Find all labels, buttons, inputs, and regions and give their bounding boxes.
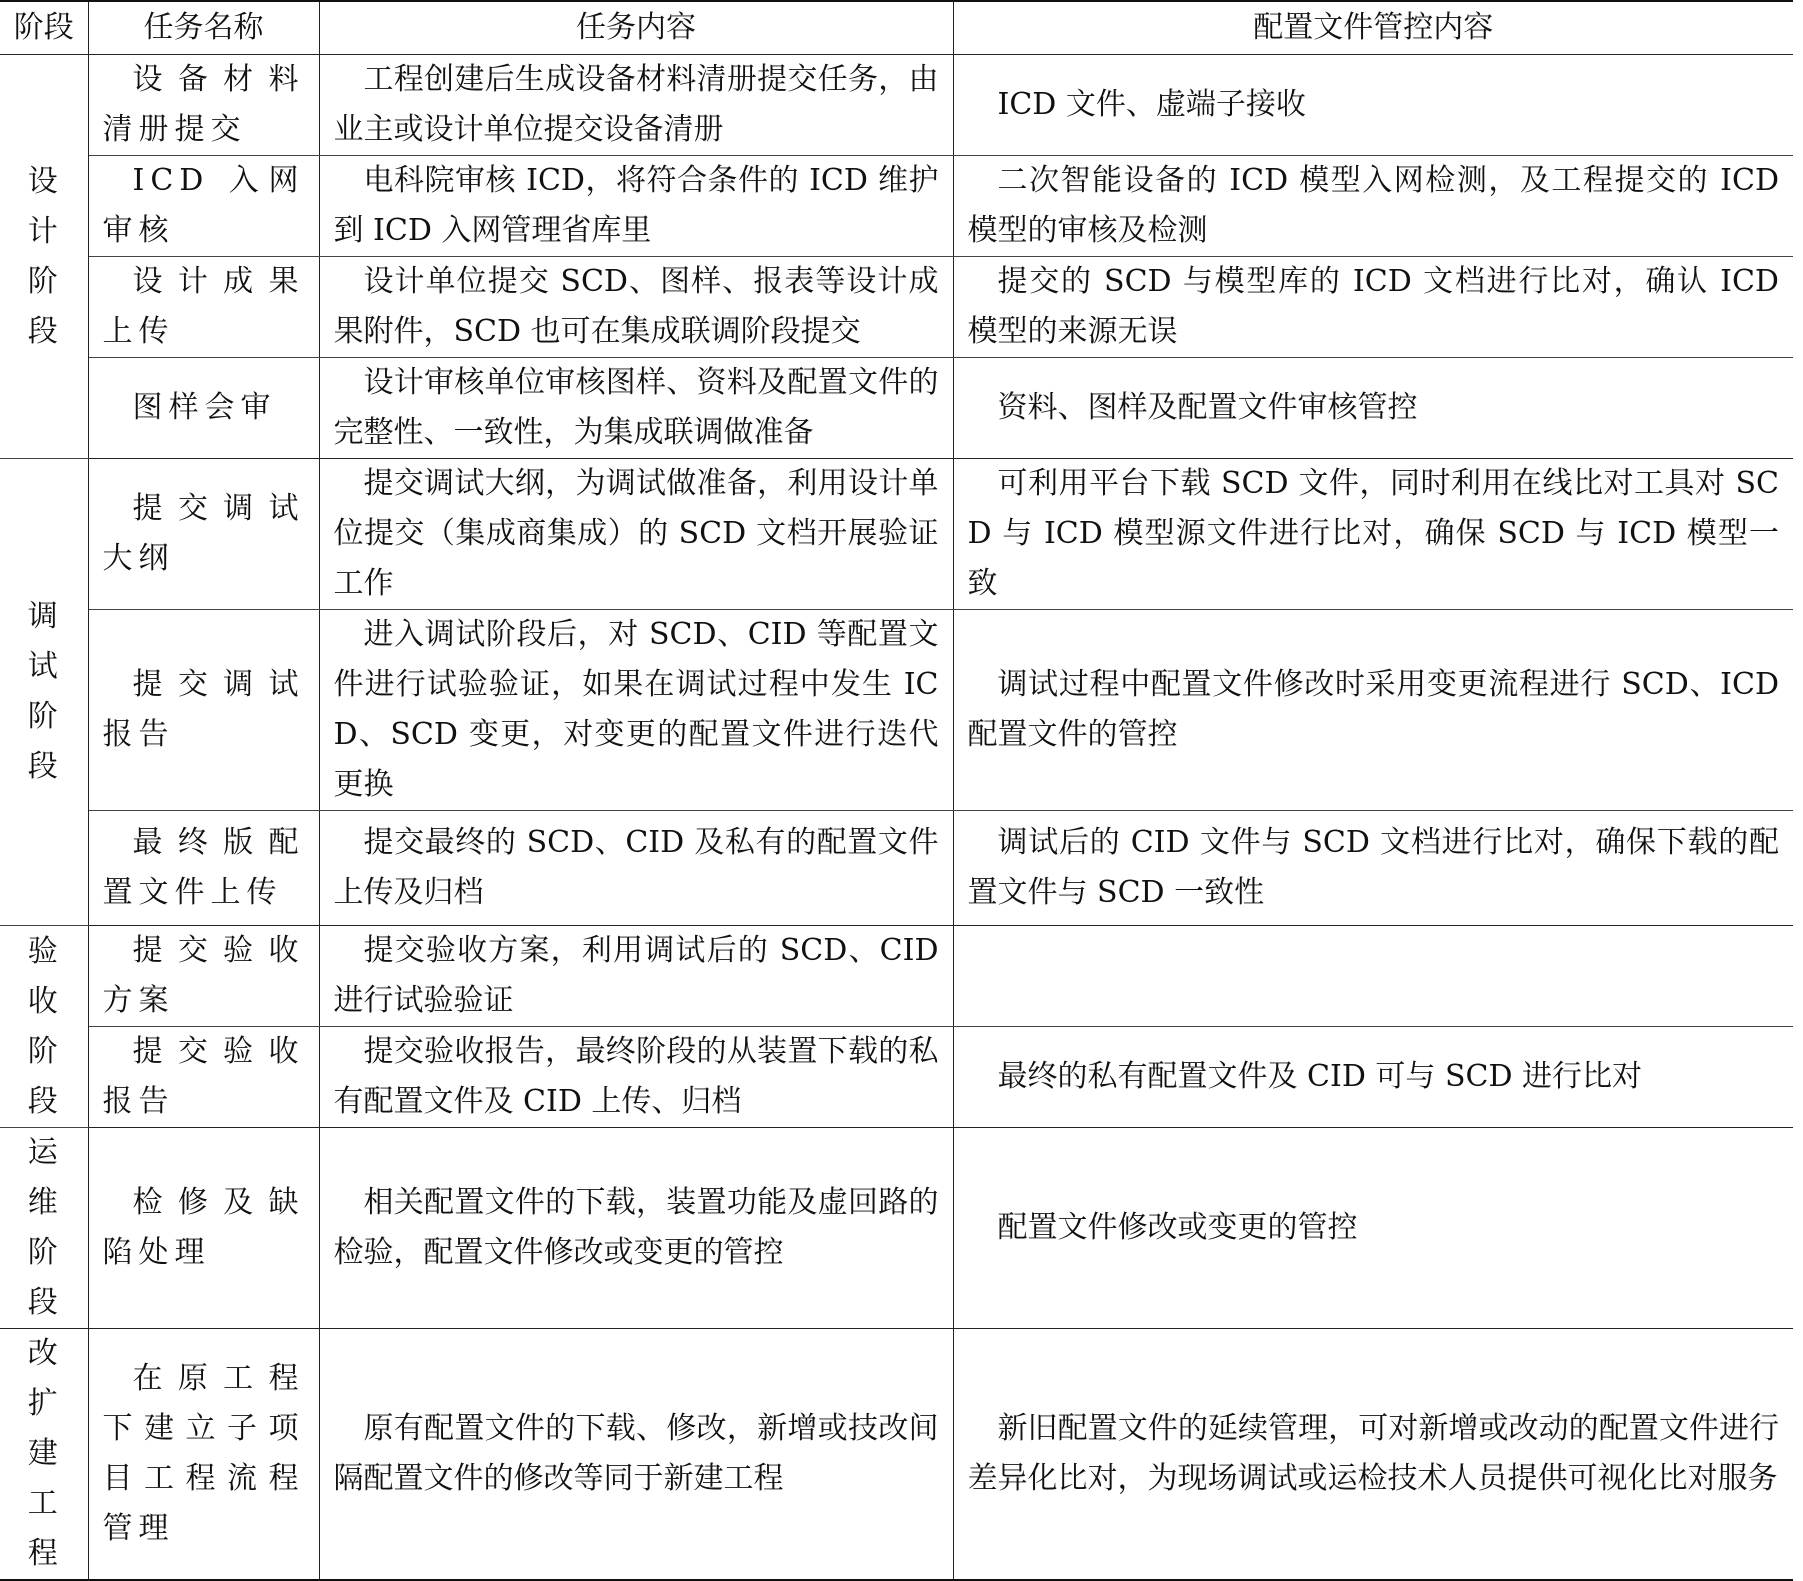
header-task-name: 任务名称 xyxy=(88,1,319,55)
table-row xyxy=(0,811,1793,926)
config-control-cell: 提交的 SCD 与模型库的 ICD 文档进行比对，确认 ICD 模型的来源无误 xyxy=(953,257,1793,358)
task-content-cell: 工程创建后生成设备材料清册提交任务，由业主或设计单位提交设备清册 xyxy=(319,55,953,156)
table-row xyxy=(0,459,1793,610)
task-content-cell: 相关配置文件的下载，装置功能及虚回路的检验，配置文件修改或变更的管控 xyxy=(319,1128,953,1329)
config-control-cell: ICD 文件、虚端子接收 xyxy=(953,55,1793,156)
task-name-cell: 提交调试报告 xyxy=(88,610,319,811)
task-name-cell: ICD 入网审核 xyxy=(88,156,319,257)
task-name-cell: 提交验收报告 xyxy=(88,1027,319,1128)
task-content-cell: 电科院审核 ICD，将符合条件的 ICD 维护到 ICD 入网管理省库里 xyxy=(319,156,953,257)
config-control-cell: 调试过程中配置文件修改时采用变更流程进行 SCD、ICD 配置文件的管控 xyxy=(953,610,1793,811)
task-content-cell: 提交最终的 SCD、CID 及私有的配置文件上传及归档 xyxy=(319,811,953,926)
config-control-cell: 可利用平台下载 SCD 文件，同时利用在线比对工具对 SCD 与 ICD 模型源文件进行比对，确保 SCD 与 ICD 模型一致 xyxy=(953,459,1793,610)
header-row xyxy=(0,1,1793,55)
stage-cell-debug: 调试阶段 xyxy=(0,459,88,926)
table-row xyxy=(0,55,1793,156)
config-control-cell xyxy=(953,926,1793,1027)
task-content-cell: 提交验收报告，最终阶段的从装置下载的私有配置文件及 CID 上传、归档 xyxy=(319,1027,953,1128)
stage-cell-design: 设计阶段 xyxy=(0,55,88,459)
task-name-cell: 最终版配置文件上传 xyxy=(88,811,319,926)
task-name-cell: 提交调试大纲 xyxy=(88,459,319,610)
config-control-cell: 调试后的 CID 文件与 SCD 文档进行比对，确保下载的配置文件与 SCD 一致性 xyxy=(953,811,1793,926)
task-content-cell: 设计单位提交 SCD、图样、报表等设计成果附件，SCD 也可在集成联调阶段提交 xyxy=(319,257,953,358)
task-content-cell: 提交验收方案，利用调试后的 SCD、CID 进行试验验证 xyxy=(319,926,953,1027)
config-control-cell: 资料、图样及配置文件审核管控 xyxy=(953,358,1793,459)
task-name-cell: 图样会审 xyxy=(88,358,319,459)
header-config-control: 配置文件管控内容 xyxy=(953,1,1793,55)
stage-cell-expansion: 改扩建工程 xyxy=(0,1329,88,1581)
task-content-cell: 提交调试大纲，为调试做准备，利用设计单位提交（集成商集成）的 SCD 文档开展验证工作 xyxy=(319,459,953,610)
table-row xyxy=(0,1027,1793,1128)
task-name-cell: 在原工程下建立子项目工程流程管理 xyxy=(88,1329,319,1581)
config-control-cell: 二次智能设备的 ICD 模型入网检测，及工程提交的 ICD 模型的审核及检测 xyxy=(953,156,1793,257)
config-control-cell: 配置文件修改或变更的管控 xyxy=(953,1128,1793,1329)
task-content-cell: 设计审核单位审核图样、资料及配置文件的完整性、一致性，为集成联调做准备 xyxy=(319,358,953,459)
stage-cell-acceptance: 验收阶段 xyxy=(0,926,88,1128)
task-content-cell: 原有配置文件的下载、修改，新增或技改间隔配置文件的修改等同于新建工程 xyxy=(319,1329,953,1581)
table-row xyxy=(0,1128,1793,1329)
config-control-cell: 新旧配置文件的延续管理，可对新增或改动的配置文件进行差异化比对，为现场调试或运检技术人员提供可视化比对服务 xyxy=(953,1329,1793,1581)
header-stage: 阶段 xyxy=(0,1,88,55)
table-row xyxy=(0,926,1793,1027)
task-name-cell: 设备材料清册提交 xyxy=(88,55,319,156)
table-row xyxy=(0,358,1793,459)
task-name-cell: 检修及缺陷处理 xyxy=(88,1128,319,1329)
table-row xyxy=(0,1329,1793,1581)
table-row xyxy=(0,610,1793,811)
stage-cell-operation: 运维阶段 xyxy=(0,1128,88,1329)
task-name-cell: 提交验收方案 xyxy=(88,926,319,1027)
header-task-content: 任务内容 xyxy=(319,1,953,55)
table-row xyxy=(0,257,1793,358)
task-content-cell: 进入调试阶段后，对 SCD、CID 等配置文件进行试验验证，如果在调试过程中发生 ICD、SCD 变更，对变更的配置文件进行迭代更换 xyxy=(319,610,953,811)
config-control-cell: 最终的私有配置文件及 CID 可与 SCD 进行比对 xyxy=(953,1027,1793,1128)
table-row xyxy=(0,156,1793,257)
task-name-cell: 设计成果上传 xyxy=(88,257,319,358)
